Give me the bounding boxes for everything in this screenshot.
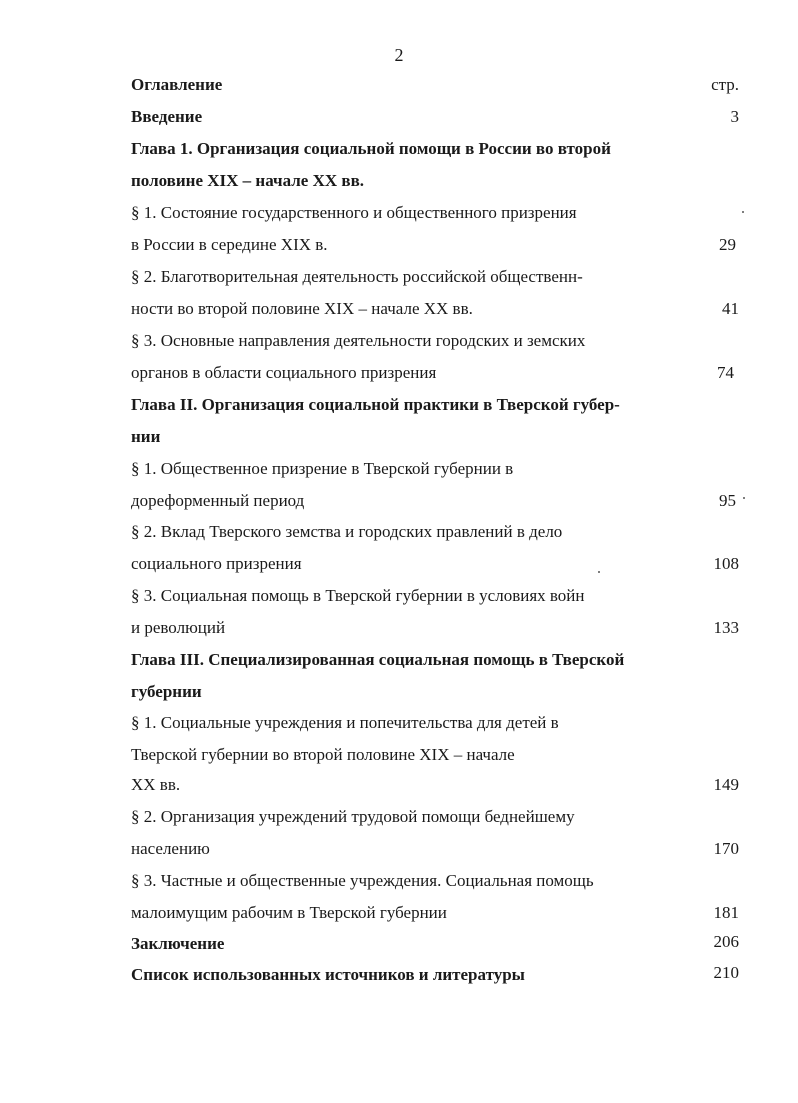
toc-page-ch3-s3: 181	[713, 903, 739, 922]
toc-ch2-section-3-cont: и революций	[131, 618, 226, 637]
toc-ch2-section-3: § 3. Социальная помощь в Тверской губернии в условиях войн	[131, 586, 585, 605]
toc-page-bibliography: 210	[713, 963, 739, 982]
toc-page-ch1-s3: 74	[717, 363, 734, 382]
toc-page-introduction: 3	[730, 107, 739, 126]
toc-chapter-2-title: Глава II. Организация социальной практики в Тверской губер-	[131, 395, 620, 414]
toc-page-ch1-s1: 29	[719, 235, 736, 254]
page-number: 2	[394, 45, 404, 65]
toc-page-ch2-s3: 133	[713, 618, 739, 637]
toc-ch1-section-1: § 1. Состояние государственного и общественного призрения	[131, 203, 577, 222]
toc-chapter-1-title-cont: половине XIX – начале XX вв.	[131, 171, 365, 190]
toc-page-ch3-s1: 149	[713, 775, 739, 794]
toc-ch2-section-1: § 1. Общественное призрение в Тверской губернии в	[131, 459, 514, 478]
toc-ch2-section-1-cont: дореформенный период	[131, 491, 305, 510]
toc-entry-introduction: Введение	[131, 107, 203, 126]
toc-chapter-3-title: Глава III. Специализированная социальная помощь в Тверской	[131, 650, 625, 669]
toc-entry-conclusion: Заключение	[131, 934, 225, 953]
scan-speck	[598, 571, 600, 573]
toc-page-ch3-s2: 170	[713, 839, 739, 858]
toc-ch3-section-2: § 2. Организация учреждений трудовой помощи беднейшему	[131, 807, 575, 826]
toc-ch1-section-3-cont: органов в области социального призрения	[131, 363, 437, 382]
toc-ch1-section-1-cont: в России в середине XIX в.	[131, 235, 328, 254]
toc-page-ch1-s2: 41	[722, 299, 739, 318]
toc-ch2-section-2-cont: социального призрения	[131, 554, 302, 573]
toc-ch1-section-2: § 2. Благотворительная деятельность российской общественн-	[131, 267, 583, 286]
toc-chapter-3-title-cont: губернии	[131, 682, 202, 701]
toc-chapter-1-title: Глава 1. Организация социальной помощи в России во второй	[131, 139, 611, 158]
toc-ch2-section-2: § 2. Вклад Тверского земства и городских правлений в дело	[131, 522, 563, 541]
toc-ch3-section-2-cont: населению	[131, 839, 210, 858]
toc-page-conclusion: 206	[713, 932, 739, 951]
toc-ch3-section-1-cont2: XX вв.	[131, 775, 181, 794]
scan-speck	[743, 497, 745, 499]
toc-ch3-section-1-cont: Тверской губернии во второй половине XIX – начале	[131, 745, 515, 764]
toc-title: Оглавление	[131, 75, 223, 94]
toc-page-ch2-s2: 108	[713, 554, 739, 573]
toc-chapter-2-title-cont: нии	[131, 427, 161, 446]
scan-speck	[742, 211, 744, 213]
toc-ch1-section-2-cont: ности во второй половине XIX – начале XX вв.	[131, 299, 473, 318]
toc-ch3-section-3-cont: малоимущим рабочим в Тверской губернии	[131, 903, 447, 922]
toc-ch1-section-3: § 3. Основные направления деятельности городских и земских	[131, 331, 586, 350]
page-column-label: стр.	[711, 75, 739, 94]
toc-ch3-section-1: § 1. Социальные учреждения и попечительства для детей в	[131, 713, 559, 732]
toc-entry-bibliography: Список использованных источников и литературы	[131, 965, 525, 984]
toc-ch3-section-3: § 3. Частные и общественные учреждения. Социальная помощь	[131, 871, 594, 890]
toc-page-ch2-s1: 95	[719, 491, 736, 510]
